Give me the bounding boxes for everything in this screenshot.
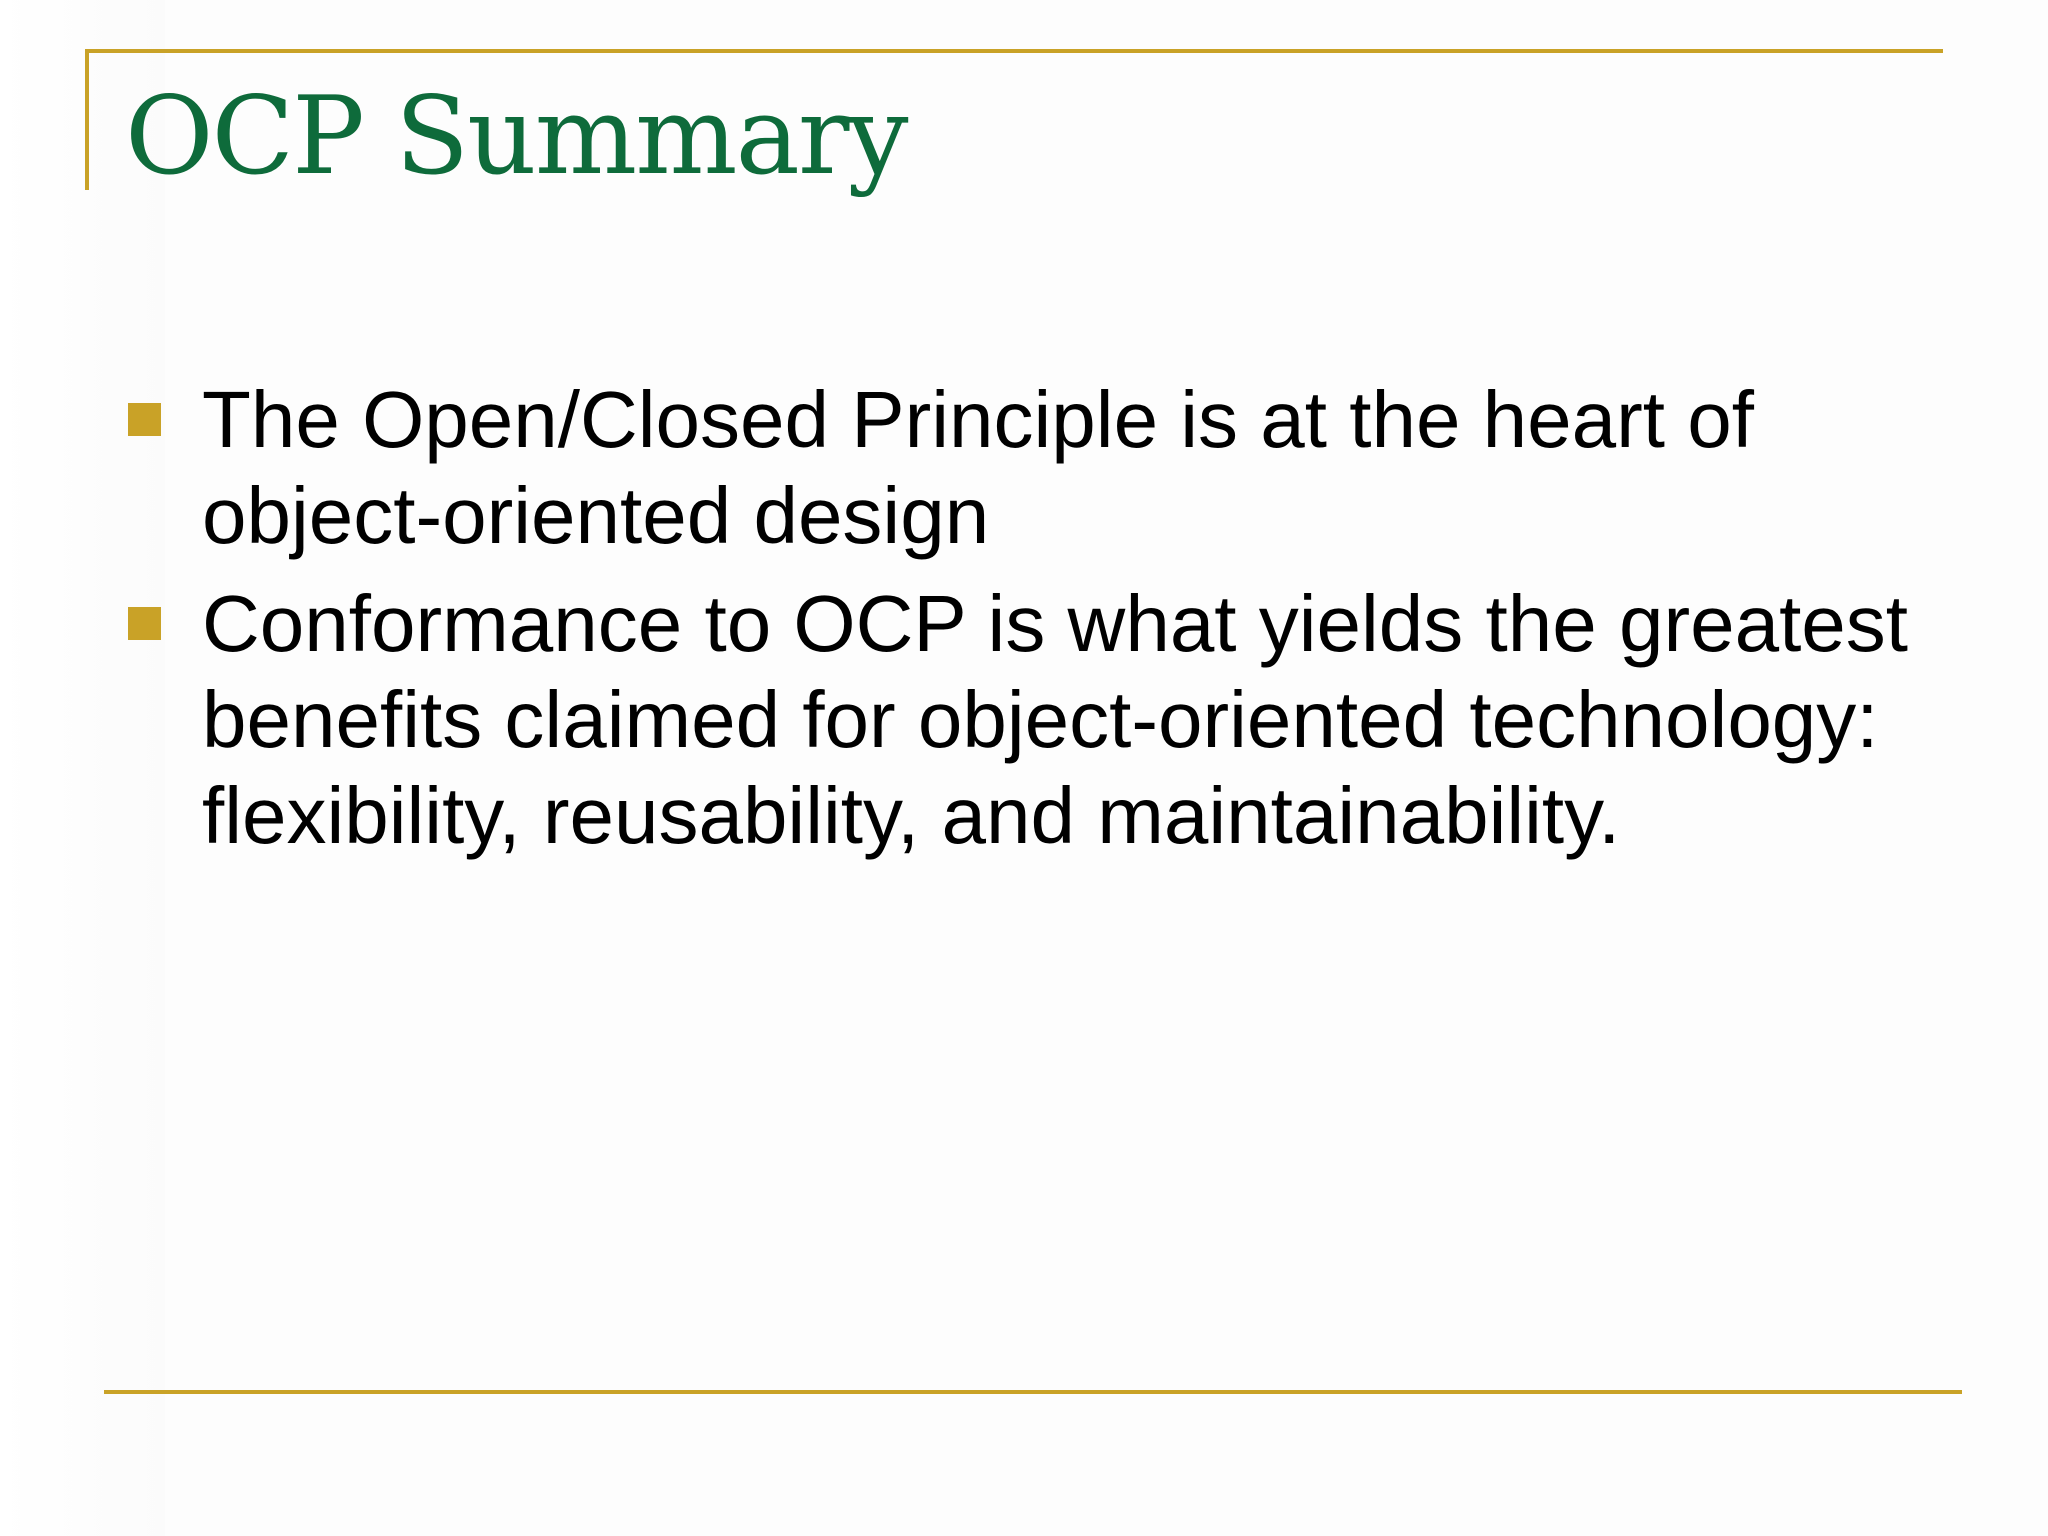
square-bullet-icon bbox=[128, 403, 161, 436]
bullet-list bbox=[125, 372, 1925, 876]
bullet-item bbox=[125, 576, 1925, 864]
left-accent-rule bbox=[85, 49, 89, 190]
bottom-accent-rule bbox=[104, 1390, 1962, 1394]
slide-title: OCP Summary bbox=[125, 74, 907, 199]
bullet-text: Conformance to OCP is what yields the greatest benefits claimed for object-oriented technology: flexibility, reusability, and maintainability. bbox=[202, 579, 1909, 860]
square-bullet-icon bbox=[128, 607, 161, 640]
bullet-item bbox=[125, 372, 1925, 564]
top-accent-rule bbox=[85, 49, 1943, 53]
bullet-text: The Open/Closed Principle is at the heart of object-oriented design bbox=[202, 375, 1754, 560]
